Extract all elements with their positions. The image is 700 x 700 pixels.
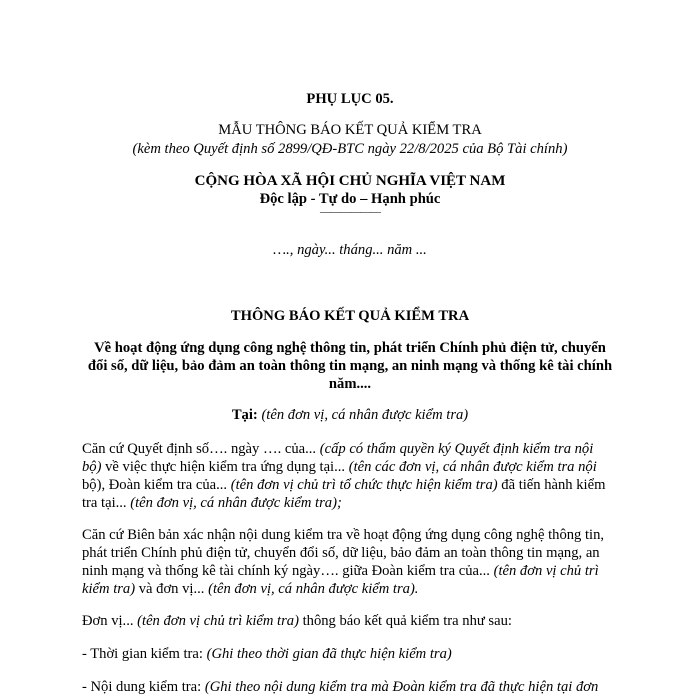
item-value: (Ghi theo thời gian đã thực hiện kiểm tra) — [206, 646, 452, 662]
item-time — [82, 645, 452, 663]
p1-text: bộ), Đoàn kiểm tra của... — [82, 477, 228, 493]
p3-text: Đơn vị... — [82, 613, 134, 629]
notice-subject-line-3: năm.... — [328, 376, 372, 392]
p2-italic: (tên đơn vị, cá nhân được kiểm tra). — [208, 581, 419, 597]
p1-line-4 — [82, 494, 342, 512]
p1-text: đã tiến hành kiểm — [501, 477, 606, 493]
at-label: Tại: — [231, 407, 258, 423]
p2-line-1: Căn cứ Biên bản xác nhận nội dung kiểm tra về hoạt động ứng dụng công nghệ thông tin, — [82, 527, 605, 543]
form-title: MẪU THÔNG BÁO KẾT QUẢ KIỂM TRA — [218, 122, 482, 138]
p1-text: Căn cứ Quyết định số…. ngày …. của... — [82, 441, 317, 457]
p3-text: thông báo kết quả kiểm tra như sau: — [302, 613, 512, 629]
p2-line-3 — [82, 562, 599, 580]
motto: Độc lập - Tự do – Hạnh phúc — [259, 191, 441, 207]
p1-italic: (cấp có thẩm quyền ký Quyết định kiểm tra nội — [319, 441, 594, 457]
item-value: (Ghi theo nội dung kiểm tra mà Đoàn kiểm tra đã thực hiện tại đơn — [204, 679, 599, 695]
p1-italic: bộ) — [82, 459, 102, 475]
notice-subject-line-2: đổi số, dữ liệu, bảo đảm an toàn thông tin mạng, an ninh mạng và thống kê tài chính — [87, 358, 613, 374]
notice-title: THÔNG BÁO KẾT QUẢ KIỂM TRA — [230, 308, 470, 324]
p1-line-2 — [82, 458, 597, 476]
country-name: CỘNG HÒA XÃ HỘI CHỦ NGHĨA VIỆT NAM — [194, 173, 506, 189]
p2-text: ninh mạng và thống kê tài chính ký ngày…. giữa Đoàn kiểm tra của... — [82, 563, 490, 579]
p1-italic: (tên đơn vị, cá nhân được kiểm tra); — [130, 495, 342, 511]
p2-line-4 — [82, 580, 418, 598]
p1-text: về việc thực hiện kiểm tra ứng dụng tại... — [105, 459, 346, 475]
p3-line — [82, 612, 512, 630]
p2-italic: (tên đơn vị chủ trì — [493, 563, 599, 579]
p3-italic: (tên đơn vị chủ trì kiểm tra) — [137, 613, 299, 629]
p1-italic: (tên các đơn vị, cá nhân được kiểm tra nội — [348, 459, 597, 475]
at-value: (tên đơn vị, cá nhân được kiểm tra) — [261, 407, 469, 423]
date-line: …., ngày... tháng... năm ... — [273, 242, 427, 258]
p1-italic: (tên đơn vị chủ trì tổ chức thực hiện kiểm tra) — [230, 477, 498, 493]
item-content — [82, 678, 598, 696]
p2-italic: kiểm tra) — [82, 581, 136, 597]
p2-text: và đơn vị... — [138, 581, 205, 597]
notice-subject-line-1: Về hoạt động ứng dụng công nghệ thông tin, phát triển Chính phủ điện tử, chuyển — [94, 340, 606, 356]
inspected-unit-line — [0, 406, 700, 424]
item-label: - Nội dung kiểm tra: — [82, 679, 202, 695]
p2-line-2: phát triển Chính phủ điện tử, chuyển đổi số, dữ liệu, bảo đảm an toàn thông tin mạng, an — [82, 545, 600, 561]
motto-separator: —————— — [320, 206, 380, 218]
item-label: - Thời gian kiểm tra: — [82, 646, 203, 662]
decision-reference: (kèm theo Quyết định số 2899/QĐ-BTC ngày 22/8/2025 của Bộ Tài chính) — [132, 141, 568, 157]
p1-line-3 — [82, 476, 605, 494]
p1-text: tra tại... — [82, 495, 127, 511]
appendix-heading: PHỤ LỤC 05. — [306, 91, 394, 107]
p1-line-1 — [82, 440, 593, 458]
